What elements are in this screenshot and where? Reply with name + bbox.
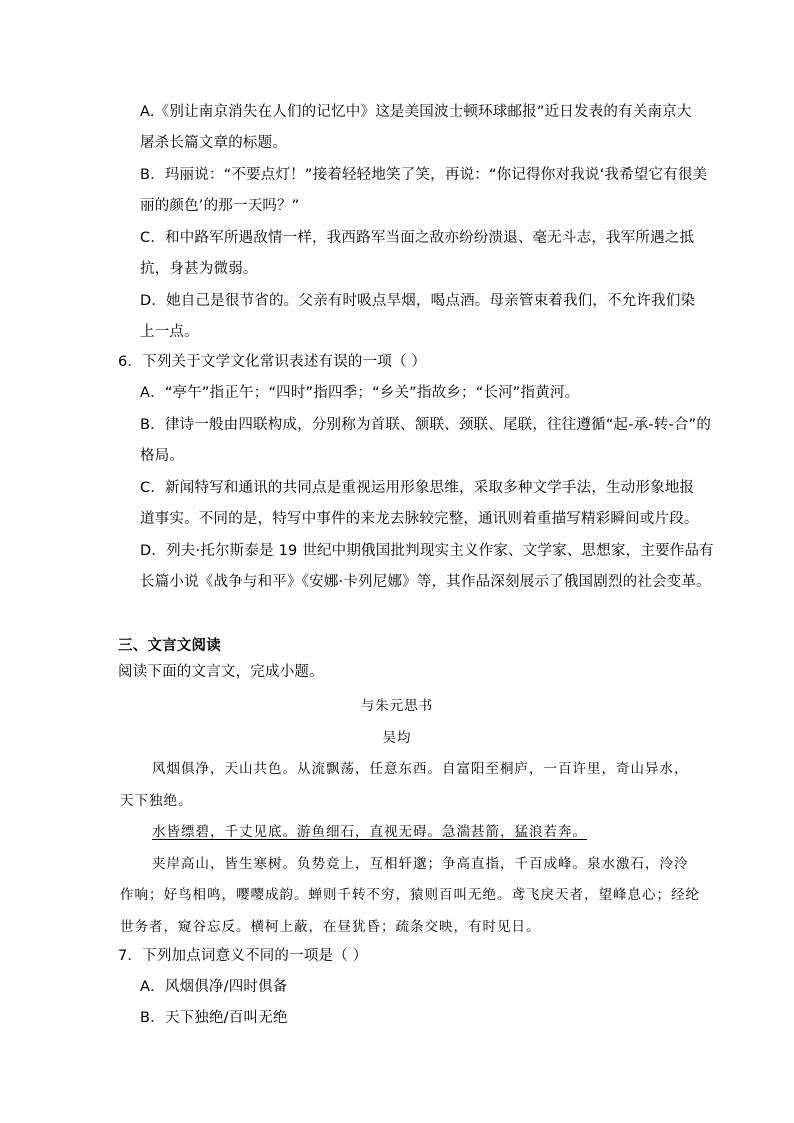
passage-p2-underlined: 水皆缥碧，千丈见底。游鱼细石，直视无碍。急湍甚箭，猛浪若奔。 <box>152 824 587 840</box>
q6-option-c-line2: 道事实。不同的是，特写中事件的来龙去脉较完整，通讯则着重描写精彩瞬间或片段。 <box>140 511 699 527</box>
q6-option-a: A．“亭午”指正午；“四时”指四季；“乡关”指故乡；“长河”指黄河。 <box>140 385 580 401</box>
q6-option-c-line1: C．新闻特写和通讯的共同点是重视运用形象思维，采取多种文学手法，生动形象地报 <box>140 480 695 496</box>
passage-title: 与朱元思书 <box>360 698 434 714</box>
q5-option-a-line2: 屠杀长篇文章的标题。 <box>140 135 287 151</box>
passage-p1-line1: 风烟俱净，天山共色。从流飘荡，任意东西。自富阳至桐庐，一百许里，奇山异水， <box>152 761 689 777</box>
passage-p3-line1: 夹岸高山，皆生寒树。负势竞上，互相轩邈；争高直指，千百成峰。泉水激石，泠泠 <box>152 856 689 872</box>
q5-option-c-line2: 抗，身甚为微弱。 <box>140 261 258 277</box>
q5-option-d-line2: 上一点。 <box>140 324 199 340</box>
q5-option-b-line1: B．玛丽说：“不要点灯！”接着轻轻地笑了笑，再说：“你记得你对我说‘我希望它有很美 <box>140 167 708 183</box>
q5-option-c-line1: C．和中路军所遇敌情一样，我西路军当面之敌亦纷纷溃退、毫无斗志，我军所遇之抵 <box>140 230 695 246</box>
q7-option-a: A．风烟俱净/四时俱备 <box>140 979 288 995</box>
q6-option-b-line2: 格局。 <box>140 448 185 464</box>
passage-p3-line2: 作响；好鸟相鸣，嘤嘤成韵。蝉则千转不穷，猿则百叫无绝。鸢飞戾天者，望峰息心；经纶 <box>120 887 700 903</box>
q5-option-d-line1: D．她自己是很节省的。父亲有时吸点旱烟，喝点酒。母亲管束着我们，不允许我们染 <box>140 293 696 309</box>
section-heading: 三、文言文阅读 <box>118 638 221 654</box>
q6-option-d-line2: 长篇小说《战争与和平》《安娜·卡列尼娜》等，其作品深刻展示了俄国剧烈的社会变革。 <box>140 574 711 590</box>
passage-p1-line2: 天下独绝。 <box>120 793 193 809</box>
q7-option-b: B．天下独绝/百叫无绝 <box>140 1010 288 1026</box>
q5-option-b-line2: 丽的颜色’的那一天吗？” <box>140 198 300 214</box>
passage-author: 吴均 <box>382 730 412 746</box>
passage-p3-line3: 世务者，窥谷忘反。横柯上蔽，在昼犹昏；疏条交映，有时见日。 <box>120 919 541 935</box>
q7-stem: 7．下列加点词意义不同的一项是（ ） <box>118 948 368 964</box>
q5-option-a-line1: A.《别让南京消失在人们的记忆中》这是美国波士顿环球邮报”近日发表的有关南京大 <box>140 104 692 120</box>
section-instruction: 阅读下面的文言文，完成小题。 <box>118 664 324 680</box>
q6-stem: 6．下列关于文学文化常识表述有误的一项（ ） <box>118 354 427 370</box>
q6-option-d-line1: D．列夫·托尔斯泰是 19 世纪中期俄国批判现实主义作家、文学家、思想家，主要作品有 <box>140 543 714 559</box>
q6-option-b-line1: B．律诗一般由四联构成，分别称为首联、颔联、颈联、尾联，往往遵循“起-承-转-合”的 <box>140 417 712 433</box>
